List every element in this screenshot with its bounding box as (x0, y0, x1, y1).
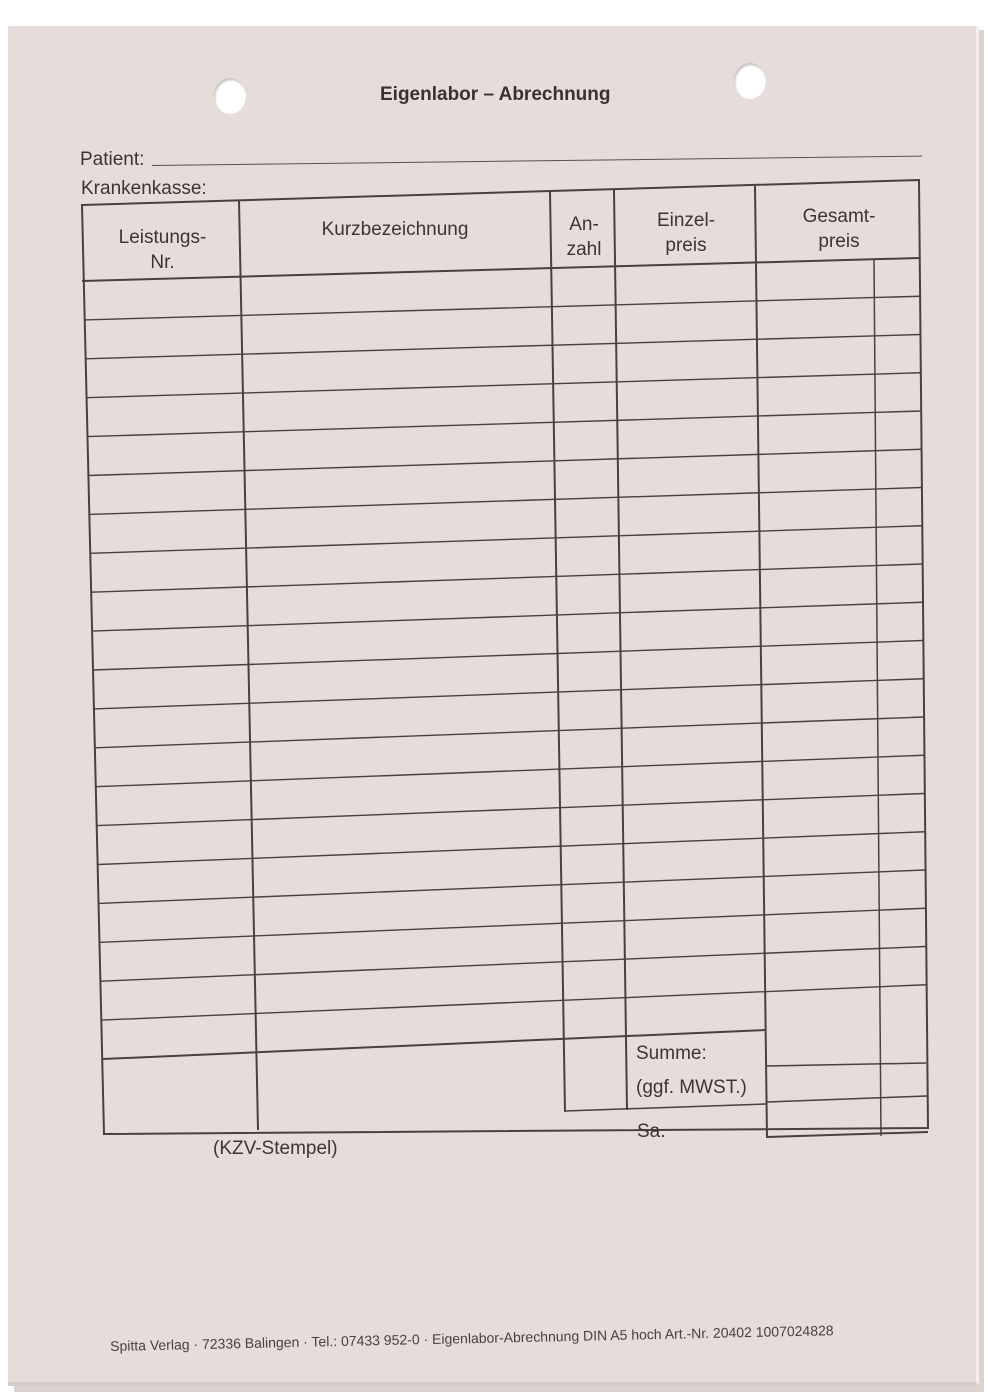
header-einzel-line2: preis (665, 235, 707, 256)
patient-label: Patient: (80, 149, 145, 170)
header-leistungs-nr (105, 225, 220, 275)
mwst-label: (ggf. MWST.) (636, 1077, 747, 1098)
header-einzelpreis (632, 208, 740, 258)
table-row-line (85, 335, 921, 359)
table-row-line (87, 411, 921, 437)
form-title: Eigenlabor – Abrechnung (380, 84, 611, 105)
header-kurzbezeichnung: Kurzbezeichnung (321, 219, 469, 240)
krankenkasse-label: Krankenkasse: (81, 178, 207, 199)
table-row-line (89, 488, 922, 515)
header-gesamtpreis (780, 204, 898, 254)
col-line-leistung (239, 201, 258, 1130)
table-row-line (88, 449, 922, 475)
table-row-line (101, 947, 925, 982)
header-leistung-line1: Leistungs- (118, 227, 207, 248)
header-leistung-line2: Nr. (150, 252, 175, 273)
summe-label: Summe: (636, 1043, 707, 1064)
header-anzahl-line1: An- (569, 214, 599, 235)
mwst-box-line (767, 1096, 927, 1102)
header-einzel-line1: Einzel- (656, 210, 716, 231)
table-outer-border (82, 180, 928, 1134)
table-row-line (98, 832, 925, 865)
table-row-line (102, 985, 926, 1020)
table-row-line (96, 755, 924, 786)
mwst-sep-line (565, 1104, 767, 1111)
footer-imprint: Spitta Verlag · 72336 Balingen · Tel.: 07433 952-0 · Eigenlabor-Abrechnung DIN A5 hoch Art.-Nr. 20402 1007024828 (110, 1322, 834, 1354)
header-gesamt-line1: Gesamt- (802, 206, 876, 227)
col-line-kurz (550, 192, 565, 1112)
summe-box-line (767, 1063, 926, 1066)
kzv-stempel-label: (KZV-Stempel) (213, 1138, 338, 1159)
header-gesamt-line2: preis (818, 231, 860, 252)
table-row-line (90, 526, 922, 554)
sa-box-line (767, 1132, 928, 1137)
col-line-anzahl (614, 190, 627, 1110)
table-row-line (86, 373, 921, 398)
col-line-cents (874, 259, 881, 1136)
table-row-line (97, 794, 924, 826)
table-row-line (84, 296, 920, 320)
table-row-line (94, 679, 923, 709)
sa-label: Sa. (637, 1121, 666, 1142)
table-row-line (95, 717, 924, 748)
table-row-line (99, 870, 925, 903)
table-row-line (93, 641, 923, 671)
header-anzahl (556, 212, 612, 262)
table-row-line (92, 602, 923, 631)
table-row-line (100, 908, 925, 942)
table-row-line (91, 564, 922, 592)
col-line-einzel (755, 186, 767, 1138)
table-rows (84, 296, 926, 1020)
header-anzahl-line2: zahl (566, 239, 602, 260)
